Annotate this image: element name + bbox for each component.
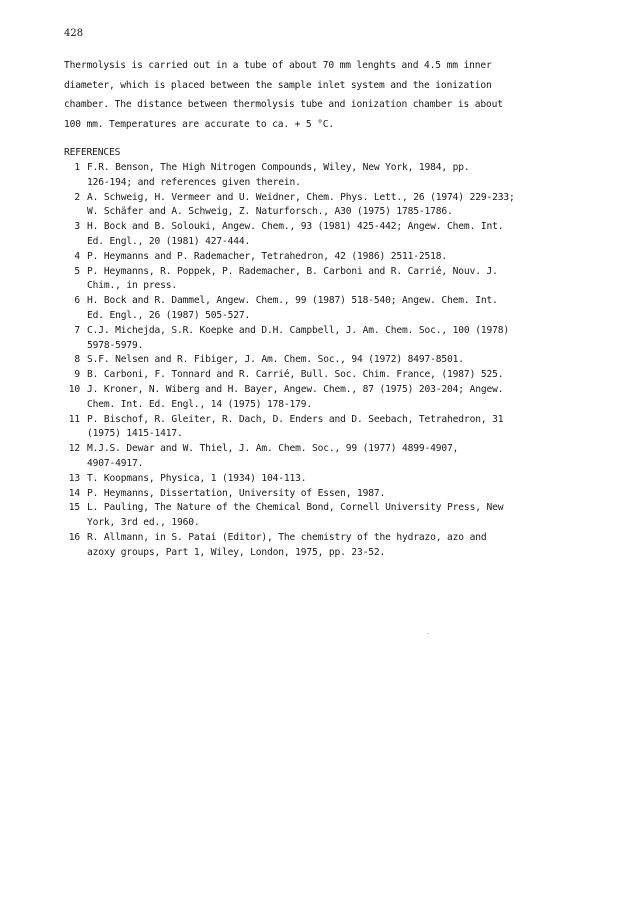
reference-item: [64, 324, 564, 354]
paragraph-line: Thermolysis is carried out in a tube of about 70 mm lenghts and 4.5 mm inner: [64, 60, 492, 71]
reference-line: (1975) 1415-1417.: [87, 428, 183, 440]
reference-number: 16: [68, 531, 80, 543]
reference-line: York, 3rd ed., 1960.: [87, 517, 200, 529]
body-paragraph: [64, 56, 564, 134]
reference-item: [64, 353, 564, 368]
reference-number: 1: [74, 162, 80, 173]
reference-line: 126-194; and references given therein.: [87, 176, 301, 188]
reference-number: 11: [68, 413, 80, 425]
reference-line: H. Bock and B. Solouki, Angew. Chem., 93 (1981) 425-442; Angew. Chem. Int.: [87, 221, 504, 233]
reference-number: 14: [68, 487, 80, 499]
reference-line: P. Heymanns and P. Rademacher, Tetrahedron, 42 (1986) 2511-2518.: [87, 250, 448, 262]
reference-line: B. Carboni, F. Tonnard and R. Carrié, Bull. Soc. Chim. France, (1987) 525.: [87, 369, 504, 381]
reference-number: 5: [74, 265, 80, 277]
reference-line: R. Allmann, in S. Patai (Editor), The chemistry of the hydrazo, azo and: [87, 531, 487, 543]
page-number: 428: [64, 28, 84, 39]
reference-number: 3: [74, 221, 80, 233]
reference-item: [64, 368, 564, 383]
reference-number: 7: [74, 324, 80, 336]
scan-speck: [427, 633, 429, 634]
reference-line: azoxy groups, Part 1, Wiley, London, 1975, pp. 23-52.: [87, 546, 386, 558]
reference-number: 15: [68, 502, 80, 514]
reference-number: 6: [74, 295, 80, 307]
reference-item: [64, 250, 564, 265]
reference-number: 8: [74, 354, 80, 366]
reference-item: [64, 487, 564, 502]
reference-number: 10: [68, 383, 80, 395]
reference-number: 4: [74, 250, 80, 262]
reference-line: L. Pauling, The Nature of the Chemical Bond, Cornell University Press, New: [87, 502, 504, 514]
reference-item: [64, 220, 564, 250]
reference-item: [64, 383, 564, 413]
reference-line: Ed. Engl., 20 (1981) 427-444.: [87, 235, 251, 247]
reference-item: [64, 442, 564, 472]
reference-line: M.J.S. Dewar and W. Thiel, J. Am. Chem. Soc., 99 (1977) 4899-4907,: [87, 443, 459, 455]
reference-line: P. Heymanns, Dissertation, University of Essen, 1987.: [87, 487, 386, 499]
reference-item: [64, 294, 564, 324]
reference-item: [64, 191, 564, 221]
reference-number: 2: [74, 191, 80, 203]
reference-line: Chem. Int. Ed. Engl., 14 (1975) 178-179.: [87, 398, 313, 410]
reference-line: C.J. Michejda, S.R. Koepke and D.H. Campbell, J. Am. Chem. Soc., 100 (1978): [87, 324, 509, 336]
references-heading: REFERENCES: [64, 147, 121, 158]
paragraph-line: 100 mm. Temperatures are accurate to ca. + 5 °C.: [64, 118, 335, 130]
reference-line: Ed. Engl., 26 (1987) 505-527.: [87, 309, 251, 321]
reference-line: F.R. Benson, The High Nitrogen Compounds, Wiley, New York, 1984, pp.: [87, 162, 470, 173]
reference-line: J. Kroner, N. Wiberg and H. Bayer, Angew. Chem., 87 (1975) 203-204; Angew.: [87, 383, 504, 395]
reference-line: A. Schweig, H. Vermeer and U. Weidner, Chem. Phys. Lett., 26 (1974) 229-233;: [87, 191, 515, 203]
references-list: [64, 161, 564, 561]
reference-item: [64, 265, 564, 295]
paragraph-line: diameter, which is placed between the sample inlet system and the ionization: [64, 79, 492, 91]
reference-number: 13: [68, 472, 80, 484]
paragraph-line: chamber. The distance between thermolysis tube and ionization chamber is about: [64, 99, 503, 110]
reference-line: S.F. Nelsen and R. Fibiger, J. Am. Chem. Soc., 94 (1972) 8497-8501.: [87, 354, 464, 366]
reference-item: [64, 413, 564, 443]
reference-number: 12: [68, 443, 80, 455]
reference-line: 4907-4917.: [87, 457, 144, 469]
reference-number: 9: [74, 369, 80, 381]
reference-item: [64, 472, 564, 487]
reference-line: P. Heymanns, R. Poppek, P. Rademacher, B. Carboni and R. Carrié, Nouv. J.: [87, 265, 498, 277]
reference-line: P. Bischof, R. Gleiter, R. Dach, D. Enders and D. Seebach, Tetrahedron, 31: [87, 413, 504, 425]
reference-item: [64, 501, 564, 531]
reference-item: [64, 531, 564, 561]
reference-line: T. Koopmans, Physica, 1 (1934) 104-113.: [87, 472, 307, 484]
reference-item: [64, 161, 564, 191]
reference-line: 5978-5979.: [87, 339, 144, 351]
reference-line: Chim., in press.: [87, 280, 178, 292]
reference-line: W. Schäfer and A. Schweig, Z. Naturforsch., A30 (1975) 1785-1786.: [87, 206, 453, 218]
reference-line: H. Bock and R. Dammel, Angew. Chem., 99 (1987) 518-540; Angew. Chem. Int.: [87, 295, 498, 307]
